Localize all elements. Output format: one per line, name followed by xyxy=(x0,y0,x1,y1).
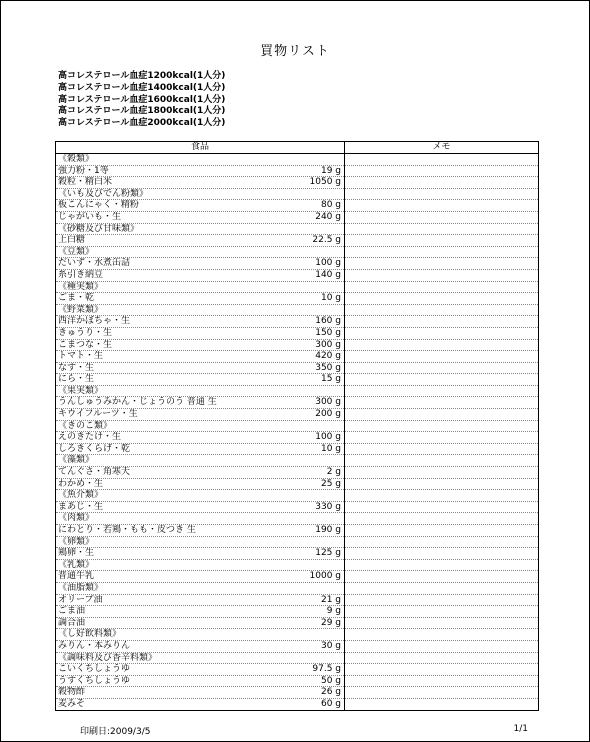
food-row xyxy=(56,165,539,177)
memo-cell xyxy=(345,327,539,339)
food-amount: 190 g xyxy=(315,525,341,535)
food-name: じゃがいも・生 xyxy=(58,211,122,222)
memo-cell xyxy=(345,675,539,687)
memo-cell xyxy=(345,362,539,374)
food-row xyxy=(56,525,539,537)
memo-cell xyxy=(345,571,539,583)
category-row xyxy=(56,536,539,548)
category-label: 《乳類》 xyxy=(56,559,345,571)
food-row xyxy=(56,211,539,223)
food-amount: 100 g xyxy=(315,258,341,269)
food-amount: 60 g xyxy=(320,698,341,709)
food-amount: 9 g xyxy=(326,606,341,617)
food-cell xyxy=(56,316,345,328)
memo-cell xyxy=(345,629,539,641)
food-cell xyxy=(56,501,345,513)
food-amount: 300 g xyxy=(315,339,341,350)
memo-cell xyxy=(345,652,539,664)
menu-item: 高コレステロール血症2000kcal(1人分) xyxy=(58,118,226,129)
menu-list xyxy=(58,71,225,130)
food-cell xyxy=(56,235,345,247)
memo-cell xyxy=(345,258,539,270)
food-amount: 300 g xyxy=(315,397,341,408)
memo-cell xyxy=(345,455,539,467)
food-cell xyxy=(56,269,345,281)
category-label: 《豆類》 xyxy=(56,246,345,258)
category-row xyxy=(56,188,539,200)
food-row xyxy=(56,200,539,212)
memo-cell xyxy=(345,351,539,363)
menu-item: 高コレステロール血症1200kcal(1人分) xyxy=(58,71,226,81)
food-cell xyxy=(56,200,345,212)
food-cell xyxy=(56,211,345,223)
food-row xyxy=(56,640,539,652)
category-label: 《藻類》 xyxy=(56,455,345,467)
memo-cell xyxy=(345,594,539,606)
food-row xyxy=(56,339,539,351)
food-name: 普通牛乳 xyxy=(58,571,95,582)
page-number: 1/1 xyxy=(513,724,528,734)
food-row xyxy=(56,432,539,444)
food-cell xyxy=(56,571,345,583)
food-cell xyxy=(56,165,345,177)
food-cell xyxy=(56,258,345,270)
memo-cell xyxy=(345,698,539,710)
food-row xyxy=(56,443,539,455)
food-row xyxy=(56,548,539,560)
memo-cell xyxy=(345,316,539,328)
category-label: 《砂糖及び甘味類》 xyxy=(56,223,345,235)
memo-cell xyxy=(345,664,539,676)
food-cell xyxy=(56,374,345,386)
category-label: 《し好飲料類》 xyxy=(56,629,345,641)
category-row xyxy=(56,385,539,397)
category-row xyxy=(56,154,539,166)
food-amount: 330 g xyxy=(315,501,341,512)
food-column-header: 食品 xyxy=(56,142,345,154)
food-name: トマト・生 xyxy=(58,351,104,362)
memo-cell xyxy=(345,246,539,258)
memo-cell xyxy=(345,397,539,409)
category-label: 《きのこ類》 xyxy=(56,420,345,432)
shopping-table xyxy=(55,141,539,711)
food-amount: 50 g xyxy=(320,675,341,686)
memo-cell xyxy=(345,374,539,386)
food-row xyxy=(56,351,539,363)
food-name: 穀粒・精白米 xyxy=(58,177,113,188)
food-name: キウイフルーツ・生 xyxy=(58,409,138,420)
memo-cell xyxy=(345,154,539,166)
food-cell xyxy=(56,675,345,687)
menu-item: 高コレステロール血症1800kcal(1人分) xyxy=(58,106,226,117)
category-label: 《肉類》 xyxy=(56,513,345,525)
food-amount: 19 g xyxy=(320,165,341,176)
food-cell xyxy=(56,640,345,652)
memo-cell xyxy=(345,467,539,479)
memo-cell xyxy=(345,478,539,490)
memo-cell xyxy=(345,559,539,571)
food-cell xyxy=(56,351,345,363)
category-label: 《穀類》 xyxy=(56,154,345,166)
food-row xyxy=(56,478,539,490)
food-cell xyxy=(56,443,345,455)
food-name: にら・生 xyxy=(58,374,95,385)
food-row xyxy=(56,397,539,409)
category-row xyxy=(56,582,539,594)
food-name: うんしゅうみかん・じょうのう 普通 生 xyxy=(58,397,217,408)
category-row xyxy=(56,246,539,258)
food-amount: 80 g xyxy=(320,200,341,211)
food-row xyxy=(56,235,539,247)
food-row xyxy=(56,362,539,374)
food-name: 穀物酢 xyxy=(58,687,86,698)
food-cell xyxy=(56,432,345,444)
food-name: きゅうり・生 xyxy=(58,327,113,338)
food-amount: 29 g xyxy=(320,617,341,628)
memo-cell xyxy=(345,582,539,594)
food-amount: 22.5 g xyxy=(312,235,341,246)
food-cell xyxy=(56,339,345,351)
food-name: ごま・乾 xyxy=(58,293,95,304)
food-name: 糸引き納豆 xyxy=(58,269,104,280)
menu-item: 高コレステロール血症1600kcal(1人分) xyxy=(58,94,226,105)
food-cell xyxy=(56,664,345,676)
food-name: てんぐさ・角寒天 xyxy=(58,467,131,478)
food-cell xyxy=(56,548,345,560)
food-name: 上白糖 xyxy=(58,235,86,246)
print-date: 印刷日:2009/3/5 xyxy=(80,727,151,737)
memo-cell xyxy=(345,513,539,525)
category-row xyxy=(56,513,539,525)
memo-cell xyxy=(345,177,539,189)
food-cell xyxy=(56,478,345,490)
food-amount: 240 g xyxy=(315,211,341,222)
food-row xyxy=(56,316,539,328)
food-name: こまつな・生 xyxy=(58,339,113,350)
memo-cell xyxy=(345,536,539,548)
food-amount: 2 g xyxy=(326,467,341,478)
food-name: こいくちしょうゆ xyxy=(58,664,131,675)
category-label: 《種実類》 xyxy=(56,281,345,293)
memo-cell xyxy=(345,188,539,200)
food-cell xyxy=(56,525,345,537)
food-name: だいず・水煮缶詰 xyxy=(58,258,131,269)
food-name: みりん・本みりん xyxy=(58,640,131,651)
memo-cell xyxy=(345,385,539,397)
memo-cell xyxy=(345,490,539,502)
memo-cell xyxy=(345,339,539,351)
memo-cell xyxy=(345,640,539,652)
food-amount: 1000 g xyxy=(309,571,341,582)
menu-item: 高コレステロール血症1400kcal(1人分) xyxy=(58,82,226,93)
category-label: 《いも及びでん粉類》 xyxy=(56,188,345,200)
memo-cell xyxy=(345,606,539,618)
category-row xyxy=(56,281,539,293)
food-cell xyxy=(56,698,345,710)
food-cell xyxy=(56,687,345,699)
memo-cell xyxy=(345,165,539,177)
food-row xyxy=(56,467,539,479)
memo-cell xyxy=(345,200,539,212)
food-amount: 140 g xyxy=(315,269,341,280)
food-row xyxy=(56,664,539,676)
category-label: 《果実類》 xyxy=(56,385,345,397)
food-name: 西洋かぼちゃ・生 xyxy=(58,316,131,327)
food-row xyxy=(56,501,539,513)
food-cell xyxy=(56,177,345,189)
food-name: なす・生 xyxy=(58,362,95,373)
food-amount: 30 g xyxy=(320,640,341,651)
food-amount: 150 g xyxy=(315,327,341,338)
category-row xyxy=(56,629,539,641)
food-cell xyxy=(56,606,345,618)
memo-cell xyxy=(345,443,539,455)
memo-cell xyxy=(345,223,539,235)
food-amount: 26 g xyxy=(320,687,341,698)
memo-cell xyxy=(345,432,539,444)
category-row xyxy=(56,652,539,664)
memo-cell xyxy=(345,281,539,293)
food-amount: 100 g xyxy=(315,432,341,443)
food-amount: 125 g xyxy=(315,548,341,559)
food-row xyxy=(56,293,539,305)
memo-cell xyxy=(345,548,539,560)
food-cell xyxy=(56,467,345,479)
category-row xyxy=(56,223,539,235)
food-row xyxy=(56,675,539,687)
food-name: 鶏卵・生 xyxy=(58,548,95,559)
food-row xyxy=(56,374,539,386)
category-row xyxy=(56,420,539,432)
page-title: 買物リスト xyxy=(260,44,330,59)
food-cell xyxy=(56,617,345,629)
food-cell xyxy=(56,362,345,374)
category-label: 《調味料及び香辛料類》 xyxy=(56,652,345,664)
food-cell xyxy=(56,409,345,421)
memo-cell xyxy=(345,293,539,305)
food-cell xyxy=(56,293,345,305)
food-row xyxy=(56,606,539,618)
memo-cell xyxy=(345,420,539,432)
memo-cell xyxy=(345,304,539,316)
memo-cell xyxy=(345,409,539,421)
food-name: 強力粉・1等 xyxy=(58,165,109,176)
food-name: オリーブ油 xyxy=(58,594,103,605)
food-amount: 160 g xyxy=(315,316,341,327)
food-amount: 10 g xyxy=(320,443,341,454)
category-row xyxy=(56,490,539,502)
memo-cell xyxy=(345,617,539,629)
food-name: 麦みそ xyxy=(58,698,86,709)
food-cell xyxy=(56,397,345,409)
food-name: まあじ・生 xyxy=(58,501,104,512)
food-name: わかめ・生 xyxy=(58,478,104,489)
food-row xyxy=(56,571,539,583)
memo-cell xyxy=(345,211,539,223)
food-name: 板こんにゃく・精粉 xyxy=(58,200,139,211)
memo-cell xyxy=(345,687,539,699)
food-row xyxy=(56,617,539,629)
food-amount: 21 g xyxy=(320,594,341,605)
food-row xyxy=(56,177,539,189)
food-row xyxy=(56,269,539,281)
food-amount: 10 g xyxy=(320,293,341,304)
food-amount: 25 g xyxy=(320,478,341,489)
category-label: 《油脂類》 xyxy=(56,582,345,594)
category-label: 《野菜類》 xyxy=(56,304,345,316)
food-row xyxy=(56,687,539,699)
food-amount: 97.5 g xyxy=(312,664,341,675)
food-name: にわとり・若鶏・もも・皮つき 生 xyxy=(58,525,196,535)
food-row xyxy=(56,409,539,421)
food-name: しろきくらげ・乾 xyxy=(58,443,131,454)
food-row xyxy=(56,258,539,270)
food-name: うすくちしょうゆ xyxy=(58,675,131,686)
memo-column-header: メモ xyxy=(345,142,539,154)
food-name: えのきたけ・生 xyxy=(58,432,122,443)
food-cell xyxy=(56,594,345,606)
food-cell xyxy=(56,327,345,339)
memo-cell xyxy=(345,269,539,281)
food-amount: 420 g xyxy=(315,351,341,362)
memo-cell xyxy=(345,501,539,513)
food-row xyxy=(56,594,539,606)
food-name: 調合油 xyxy=(58,617,86,628)
food-amount: 15 g xyxy=(320,374,341,385)
food-row xyxy=(56,698,539,710)
category-row xyxy=(56,559,539,571)
category-row xyxy=(56,455,539,467)
food-row xyxy=(56,327,539,339)
food-amount: 1050 g xyxy=(309,177,341,188)
category-row xyxy=(56,304,539,316)
food-name: ごま油 xyxy=(58,606,86,617)
category-label: 《卵類》 xyxy=(56,536,345,548)
category-label: 《魚介類》 xyxy=(56,490,345,502)
memo-cell xyxy=(345,235,539,247)
memo-cell xyxy=(345,525,539,537)
food-amount: 350 g xyxy=(315,362,341,373)
food-amount: 200 g xyxy=(315,409,341,420)
